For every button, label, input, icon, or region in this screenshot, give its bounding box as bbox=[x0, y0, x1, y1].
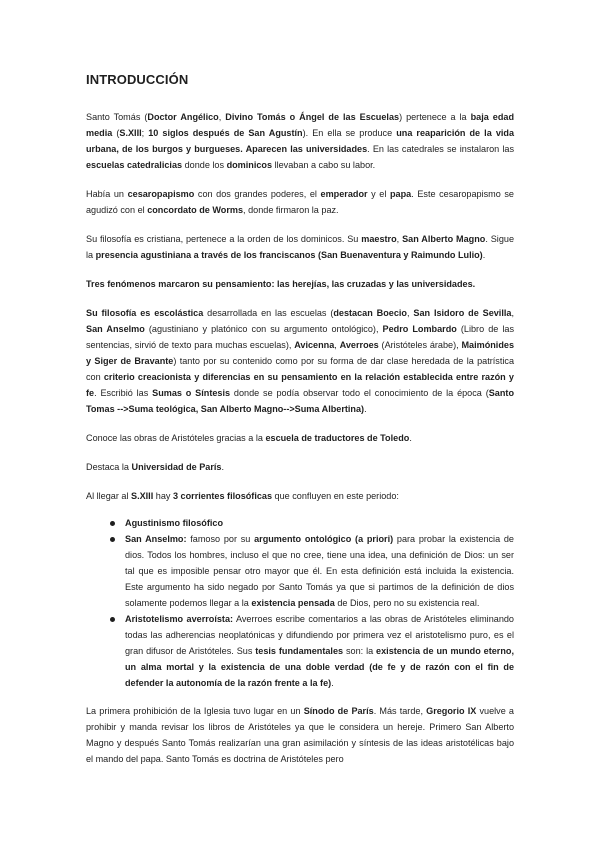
text-run: donde se podía observar todo el conocimiento de la época ( bbox=[230, 388, 489, 398]
bold-text: San Alberto Magno bbox=[402, 234, 486, 244]
text-run: que confluyen en este periodo: bbox=[272, 491, 399, 501]
bold-text: Averroes bbox=[339, 340, 379, 350]
bold-text: cesaropapismo bbox=[127, 189, 195, 199]
text-run: . Más tarde, bbox=[373, 706, 427, 716]
document-title: INTRODUCCIÓN bbox=[86, 72, 189, 87]
bold-text: presencia agustiniana a través de los franciscanos (San Buenaventura y Raimundo Lulio) bbox=[95, 250, 483, 260]
text-run: , donde firmaron la paz. bbox=[243, 205, 339, 215]
text-run: . Este cesaropapismo se agudizó con el bbox=[86, 189, 514, 215]
bold-text: Sínodo de París bbox=[303, 706, 374, 716]
bold-text: Doctor Angélico bbox=[147, 112, 219, 122]
text-run: ) tanto por su contenido como por su forma de dar clase heredada de la patrística con bbox=[86, 356, 515, 382]
text-run: donde los bbox=[182, 160, 227, 170]
text-run: de Dios, pero no su existencia real. bbox=[334, 598, 480, 608]
bold-text: tesis fundamentales bbox=[255, 646, 344, 656]
bold-text: existencia pensada bbox=[251, 598, 335, 608]
bold-text: S.XIII bbox=[131, 491, 154, 501]
text-run: con dos grandes poderes, el bbox=[194, 189, 321, 199]
text-run: (Aristóteles árabe), bbox=[378, 340, 462, 350]
text-run: Su filosofía es cristiana, pertenece a la orden de los dominicos. Su bbox=[86, 234, 362, 244]
corrientes-list bbox=[86, 515, 514, 691]
bold-text: Su filosofía es escolástica bbox=[86, 308, 204, 318]
text-run: . bbox=[331, 678, 334, 688]
paragraph-intro bbox=[86, 109, 514, 173]
bold-text: Maimónides y Siger de Bravante bbox=[86, 340, 515, 366]
bold-text: baja edad media bbox=[86, 112, 515, 138]
text-run: (agustiniano y platónico con su argumento ontológico), bbox=[144, 324, 383, 334]
text-run: , bbox=[511, 308, 514, 318]
text-run: (Libro de las sentencias, sirvió de texto para muchas escuelas), bbox=[86, 324, 514, 350]
text-run: ) pertenece a la bbox=[399, 112, 471, 122]
text-run: La primera prohibición de la Iglesia tuvo lugar en un bbox=[86, 706, 304, 716]
text-run: ( bbox=[112, 128, 120, 138]
text-run: famoso por su bbox=[186, 534, 255, 544]
text-run: llevaban a cabo su labor. bbox=[272, 160, 376, 170]
paragraph-escolastica bbox=[86, 305, 514, 417]
bold-text: Sumas o Síntesis bbox=[152, 388, 231, 398]
bold-text: Gregorio IX bbox=[426, 706, 477, 716]
bold-text: Pedro Lombardo bbox=[382, 324, 457, 334]
bold-text: emperador bbox=[320, 189, 368, 199]
paragraph-corrientes bbox=[86, 488, 514, 504]
text-run: , bbox=[396, 234, 403, 244]
text-run: y el bbox=[367, 189, 390, 199]
bold-text: destacan Boecio bbox=[333, 308, 407, 318]
bold-text: San Isidoro de Sevilla bbox=[413, 308, 512, 318]
bold-text: criterio creacionista y diferencias en su pensamiento en la relación establecida entre razón y fe bbox=[86, 372, 514, 398]
text-run: ). En ella se produce bbox=[302, 128, 397, 138]
paragraph-tres-fenomenos bbox=[86, 276, 514, 292]
text-run: desarrollada en las escuelas ( bbox=[203, 308, 334, 318]
list-item bbox=[110, 515, 514, 531]
bold-text: una reaparición de la vida urbana, de los burgos y burgueses. Aparecen las universidades bbox=[86, 128, 515, 154]
paragraph-cesaropapismo bbox=[86, 186, 514, 218]
text-run: . bbox=[221, 462, 224, 472]
text-run: hay bbox=[153, 491, 173, 501]
bold-text: escuelas catedralicias bbox=[86, 160, 183, 170]
text-run: son: la bbox=[343, 646, 377, 656]
bold-text: existencia de un mundo eterno, un alma mortal y la existencia de una doble verdad (de fe y de razón con el fin de defender la autonomía de la razón frente a la fe) bbox=[125, 646, 514, 688]
text-run: . bbox=[482, 250, 486, 260]
text-run: Al llegar al bbox=[86, 491, 131, 501]
text-run: Había un bbox=[86, 189, 128, 199]
text-run: , bbox=[334, 340, 340, 350]
paragraph-universidad-paris bbox=[86, 459, 514, 475]
text-run: para probar la existencia de dios. Todos los hombres, incluso el que no cree, tiene una idea, una definición de Dios: un ser tal que es imposible pensar otro mayor que él. En esta definición está incluida la existencia. Este argumento ha sido negado por Santo Tomás ya que si partimos de la definición de dios solamente podemos llegar a la bbox=[125, 534, 514, 608]
text-run: . bbox=[409, 433, 412, 443]
bold-text: Santo Tomas -->Suma teológica, San Alberto Magno-->Suma Albertina) bbox=[86, 388, 514, 414]
text-run: . bbox=[364, 404, 367, 414]
text-run: vuelve a prohibir y manda revisar los libros de Aristóteles ya que le considera un hereje. Primero San Alberto Magno y después Santo Tomás realizarían una gran asimilación y síntesis de las ideas aristotélicas bajo el mando del papa. Santo Tomás es doctrina de Aristóteles pero bbox=[86, 706, 514, 764]
bold-text: concordato de Worms bbox=[147, 205, 244, 215]
bold-text: S.XIII bbox=[119, 128, 142, 138]
text-run: Destaca la bbox=[86, 462, 132, 472]
bold-text: Tres fenómenos marcaron su pensamiento: las herejías, las cruzadas y las universidades. bbox=[86, 279, 476, 289]
bold-text: argumento ontológico (a priori) bbox=[254, 534, 394, 544]
list-item bbox=[110, 611, 514, 691]
bold-text: maestro bbox=[361, 234, 397, 244]
bold-text: Avicenna bbox=[294, 340, 335, 350]
text-run: Santo Tomás ( bbox=[86, 112, 148, 122]
bold-text: Agustinismo filosófico bbox=[125, 518, 224, 528]
bold-text: 3 corrientes filosóficas bbox=[172, 491, 273, 501]
paragraph-filosofia-cristiana bbox=[86, 231, 514, 263]
bold-text: Aristotelismo averroísta: bbox=[125, 614, 234, 624]
text-run: . Escribió las bbox=[94, 388, 153, 398]
text-run: , bbox=[218, 112, 226, 122]
bold-text: escuela de traductores de Toledo bbox=[265, 433, 410, 443]
bold-text: 10 siglos después de San Agustín bbox=[148, 128, 303, 138]
text-run: Averroes escribe comentarios a las obras de Aristóteles eliminando todas las adherencias neoplatónicas y difundiendo por primera vez el aristotelismo puro, es el gran difusor de Aristóteles. Sus bbox=[125, 614, 514, 656]
bold-text: Universidad de París bbox=[131, 462, 222, 472]
text-run: , bbox=[406, 308, 414, 318]
paragraph-prohibicion bbox=[86, 703, 514, 767]
bold-text: San Anselmo: bbox=[125, 534, 187, 544]
text-run: Conoce las obras de Aristóteles gracias a la bbox=[86, 433, 266, 443]
text-run: . En las catedrales se instalaron las bbox=[367, 144, 514, 154]
bold-text: dominicos bbox=[226, 160, 273, 170]
list-item bbox=[110, 531, 514, 611]
paragraph-traductores-toledo bbox=[86, 430, 514, 446]
bold-text: papa bbox=[389, 189, 412, 199]
text-run: ; bbox=[141, 128, 149, 138]
bold-text: San Anselmo bbox=[86, 324, 145, 334]
text-run: . Sigue la bbox=[86, 234, 514, 260]
bold-text: Divino Tomás o Ángel de las Escuelas bbox=[225, 112, 400, 122]
